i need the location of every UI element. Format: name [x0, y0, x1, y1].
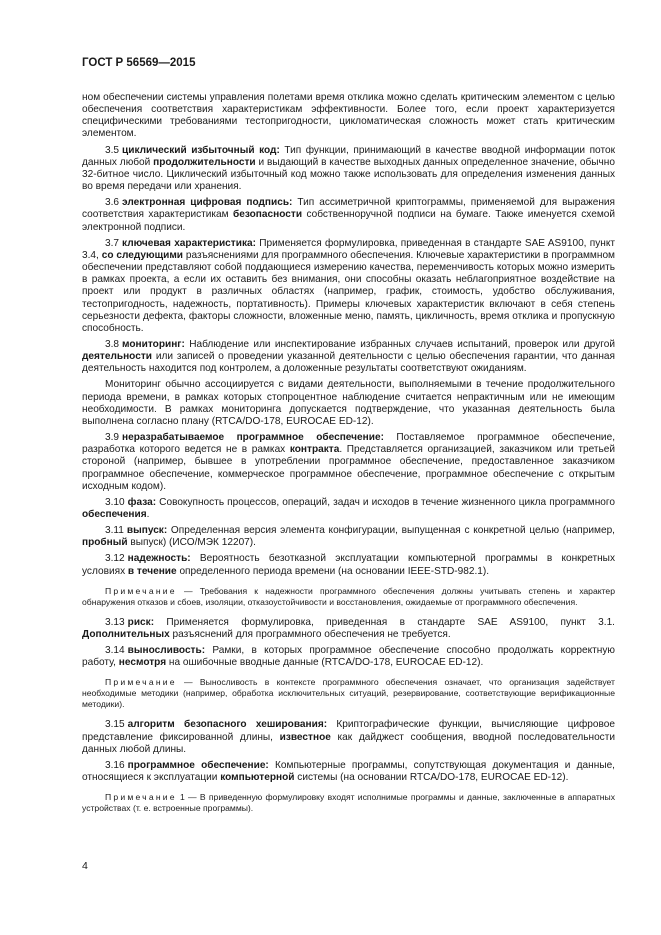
- definition-text: Рамки, в которых программное обеспечение способно продолжать корректную работу,: [82, 645, 615, 669]
- document-header: ГОСТ Р 56569—2015: [82, 57, 196, 69]
- definition-text: .: [146, 509, 150, 520]
- highlighted-word: несмотря: [118, 657, 167, 669]
- definition-3-10: [82, 497, 615, 521]
- definition-text: Определенная версия элемента конфигурации, выпущенная с конкретной целью (например,: [167, 525, 615, 537]
- highlighted-word: пробный: [82, 537, 128, 549]
- term: программное обеспечение:: [127, 759, 269, 771]
- highlighted-word: продолжительности: [153, 156, 256, 168]
- definition-3-11: [82, 525, 615, 549]
- definition-text: Поставляемое программное обеспечение, разработка которого ведется не в рамках: [82, 432, 615, 456]
- definition-text: системы (на основании RTCA/DO-178, EUROCAE ED-12).: [294, 772, 569, 784]
- definition-text: собственноручной подписи на бумаге. Также именуется схемой электронной подписи.: [82, 209, 616, 233]
- clause-number: 3.8: [105, 338, 120, 350]
- definition-3-16: [82, 760, 615, 784]
- definition-3-13: [82, 617, 615, 641]
- clause-number: 3.12: [105, 553, 125, 565]
- definition-3-8: [82, 339, 615, 375]
- note-software: [82, 792, 615, 814]
- page-number: 4: [82, 860, 88, 872]
- definition-3-15: [82, 719, 615, 755]
- monitoring-paragraph: Мониторинг обычно ассоциируется с видами деятельности, выполняемыми в течение продолжительного периода времени, в рамках которых стопроцентное наблюдение считается непрактичным или не имеющим необходимости. В рамках мониторинга допускается подтверждение, что указанная деятельность была выполнена согласно плану (RTCA/DO-178, EUROCAE ED-12).: [82, 379, 615, 427]
- clause-number: 3.7: [105, 237, 120, 249]
- highlighted-word: со следующими: [101, 249, 184, 261]
- term: мониторинг:: [122, 338, 185, 350]
- term: неразрабатываемое программное обеспечение:: [122, 432, 384, 444]
- term: циклический избыточный код:: [122, 144, 280, 156]
- note-label: Примечание: [105, 792, 177, 803]
- definition-text: Совокупность процессов, операций, задач и исходов в течение жизненного цикла программного: [156, 496, 615, 508]
- definition-3-9: [82, 432, 615, 493]
- definition-text: Применяется формулировка, приведенная в стандарте SAE AS9100, пункт 3.4,: [82, 237, 615, 261]
- highlighted-word: компьютерной: [220, 772, 295, 784]
- clause-number: 3.10: [105, 496, 125, 508]
- term: фаза:: [127, 496, 157, 508]
- definition-text: . Представляется организацией, заказчиком или третьей стороной (например, бывшее в употреблении программное обеспечение, предоставленное заказчиком программное обеспечение, коммерческое программное обеспечение, программное обеспечение с открытым исходным кодом).: [82, 444, 615, 492]
- definition-text: Криптографические функции, вычисляющие цифровое представление фиксированной длины,: [82, 719, 615, 743]
- clause-number: 3.5: [105, 144, 120, 156]
- highlighted-word: обеспечения: [82, 509, 147, 520]
- definition-3-6: [82, 197, 615, 233]
- definition-text: Наблюдение или инспектирование избранных случаев испытаний, проверок или другой: [184, 338, 615, 350]
- clause-number: 3.14: [105, 645, 125, 657]
- clause-number: 3.13: [105, 616, 125, 628]
- definition-text: на ошибочные вводные данные (RTCA/DO-178, EUROCAE ED-12).: [166, 657, 484, 669]
- term: электронная цифровая подпись:: [122, 197, 293, 209]
- definition-text: Вероятность безотказной эксплуатации компьютерной программы в конкретных условиях: [82, 553, 615, 577]
- definition-3-5: [82, 145, 615, 194]
- definition-text: и выдающий в качестве выходных данных определенное значение, обычно 32-битное число. Циклический избыточный код можно также использовать для определения изменения данных во время передачи или хранения.: [82, 156, 615, 193]
- highlighted-word: контракта: [289, 444, 340, 456]
- definition-text: определенного периода времени (на основании IEEE-STD-982.1).: [176, 565, 490, 577]
- term: выпуск:: [126, 525, 168, 537]
- definition-text: как дайджест сообщения, вводной последовательности данных любой длины.: [82, 731, 615, 755]
- highlighted-word: безопасности: [233, 209, 303, 221]
- term: алгоритм безопасного хеширования:: [127, 719, 328, 731]
- note-text: 1 — В приведенную формулировку входят исполнимые программы и данные, заключенные в аппаратных устройствах (т. е. встроенные программы).: [82, 792, 615, 814]
- highlighted-word: в течение: [127, 565, 177, 577]
- highlighted-word: Дополнительных: [82, 628, 170, 640]
- note-robustness: [82, 677, 615, 710]
- clause-number: 3.15: [105, 719, 125, 731]
- note-label: Примечание: [105, 677, 177, 688]
- term: выносливость:: [127, 645, 206, 657]
- definition-text: или записей о проведении указанной деятельности с целью обеспечения гарантии, что данная деятельность находится под контролем, а доложенные результаты соответствуют ожиданиям.: [82, 351, 615, 375]
- definition-text: Тип функции, принимающий в качестве вводной информации поток данных любой: [82, 144, 615, 168]
- definition-text: разъяснений для программного обеспечения не требуется.: [169, 628, 451, 640]
- note-text: — Выносливость в контексте программного обеспечения означает, что организация задействует необходимые методики (например, обработка исключительных ситуаций, резервирование, соответствующие верификационные методики).: [82, 677, 615, 710]
- term: ключевая характеристика:: [122, 237, 256, 249]
- definition-3-14: [82, 645, 615, 669]
- clause-number: 3.9: [105, 432, 120, 444]
- paragraph-continuation: ном обеспечении системы управления полетами время отклика можно сделать критическим элементом с целью обеспечения соответствия характеристикам эффективности. Более того, если проект характеризуется специфическими требованиями тестопригодности, цикломатическая сложность может стать критическим элементом.: [82, 92, 615, 140]
- clause-number: 3.16: [105, 759, 125, 771]
- definition-text: Компьютерные программы, сопутствующая документация и данные, относящиеся к эксплуатации: [82, 759, 615, 784]
- definition-text: выпуск) (ИСО/МЭК 12207).: [127, 537, 256, 549]
- definition-3-7: [82, 238, 615, 335]
- clause-number: 3.6: [105, 197, 120, 209]
- definition-text: разъяснениями для программного обеспечения. Ключевые характеристики в программном обеспечении представляют собой поддающиеся измерению качества, переменчивость которых можно измерить в рамках проекта, а если их оставить без внимания, они способны оказать неблагоприятное воздействие на проект или продукт в различных областях (например, график, стоимость, удобство обслуживания, тестопригодность, надежность, портативность). Примеры ключевых характеристик включают в себя степень серьезности дефекта, факторы сложности, вложенные меню, память, цикличность, время отклика и пропускную способность.: [82, 249, 615, 334]
- highlighted-word: деятельности: [82, 351, 152, 363]
- note-label: Примечание: [105, 585, 177, 596]
- definition-3-12: [82, 553, 615, 577]
- definition-text: Тип ассиметричной криптограммы, применяемой для выражения соответствия характеристикам: [82, 197, 616, 221]
- note-reliability: [82, 586, 615, 608]
- term: риск:: [127, 616, 155, 628]
- document-body: [82, 92, 615, 823]
- definition-text: Применяется формулировка, приведенная в стандарте SAE AS9100, пункт 3.1.: [154, 616, 615, 628]
- clause-number: 3.11: [105, 525, 124, 537]
- note-text: — Требования к надежности программного обеспечения должны учитывать степень и характер обнаружения отказов и сбоев, изоляции, отказоустойчивости и восстановления, ожидаемые от программного обеспечения.: [82, 585, 615, 607]
- term: надежность:: [127, 553, 191, 565]
- highlighted-word: известное: [279, 731, 331, 743]
